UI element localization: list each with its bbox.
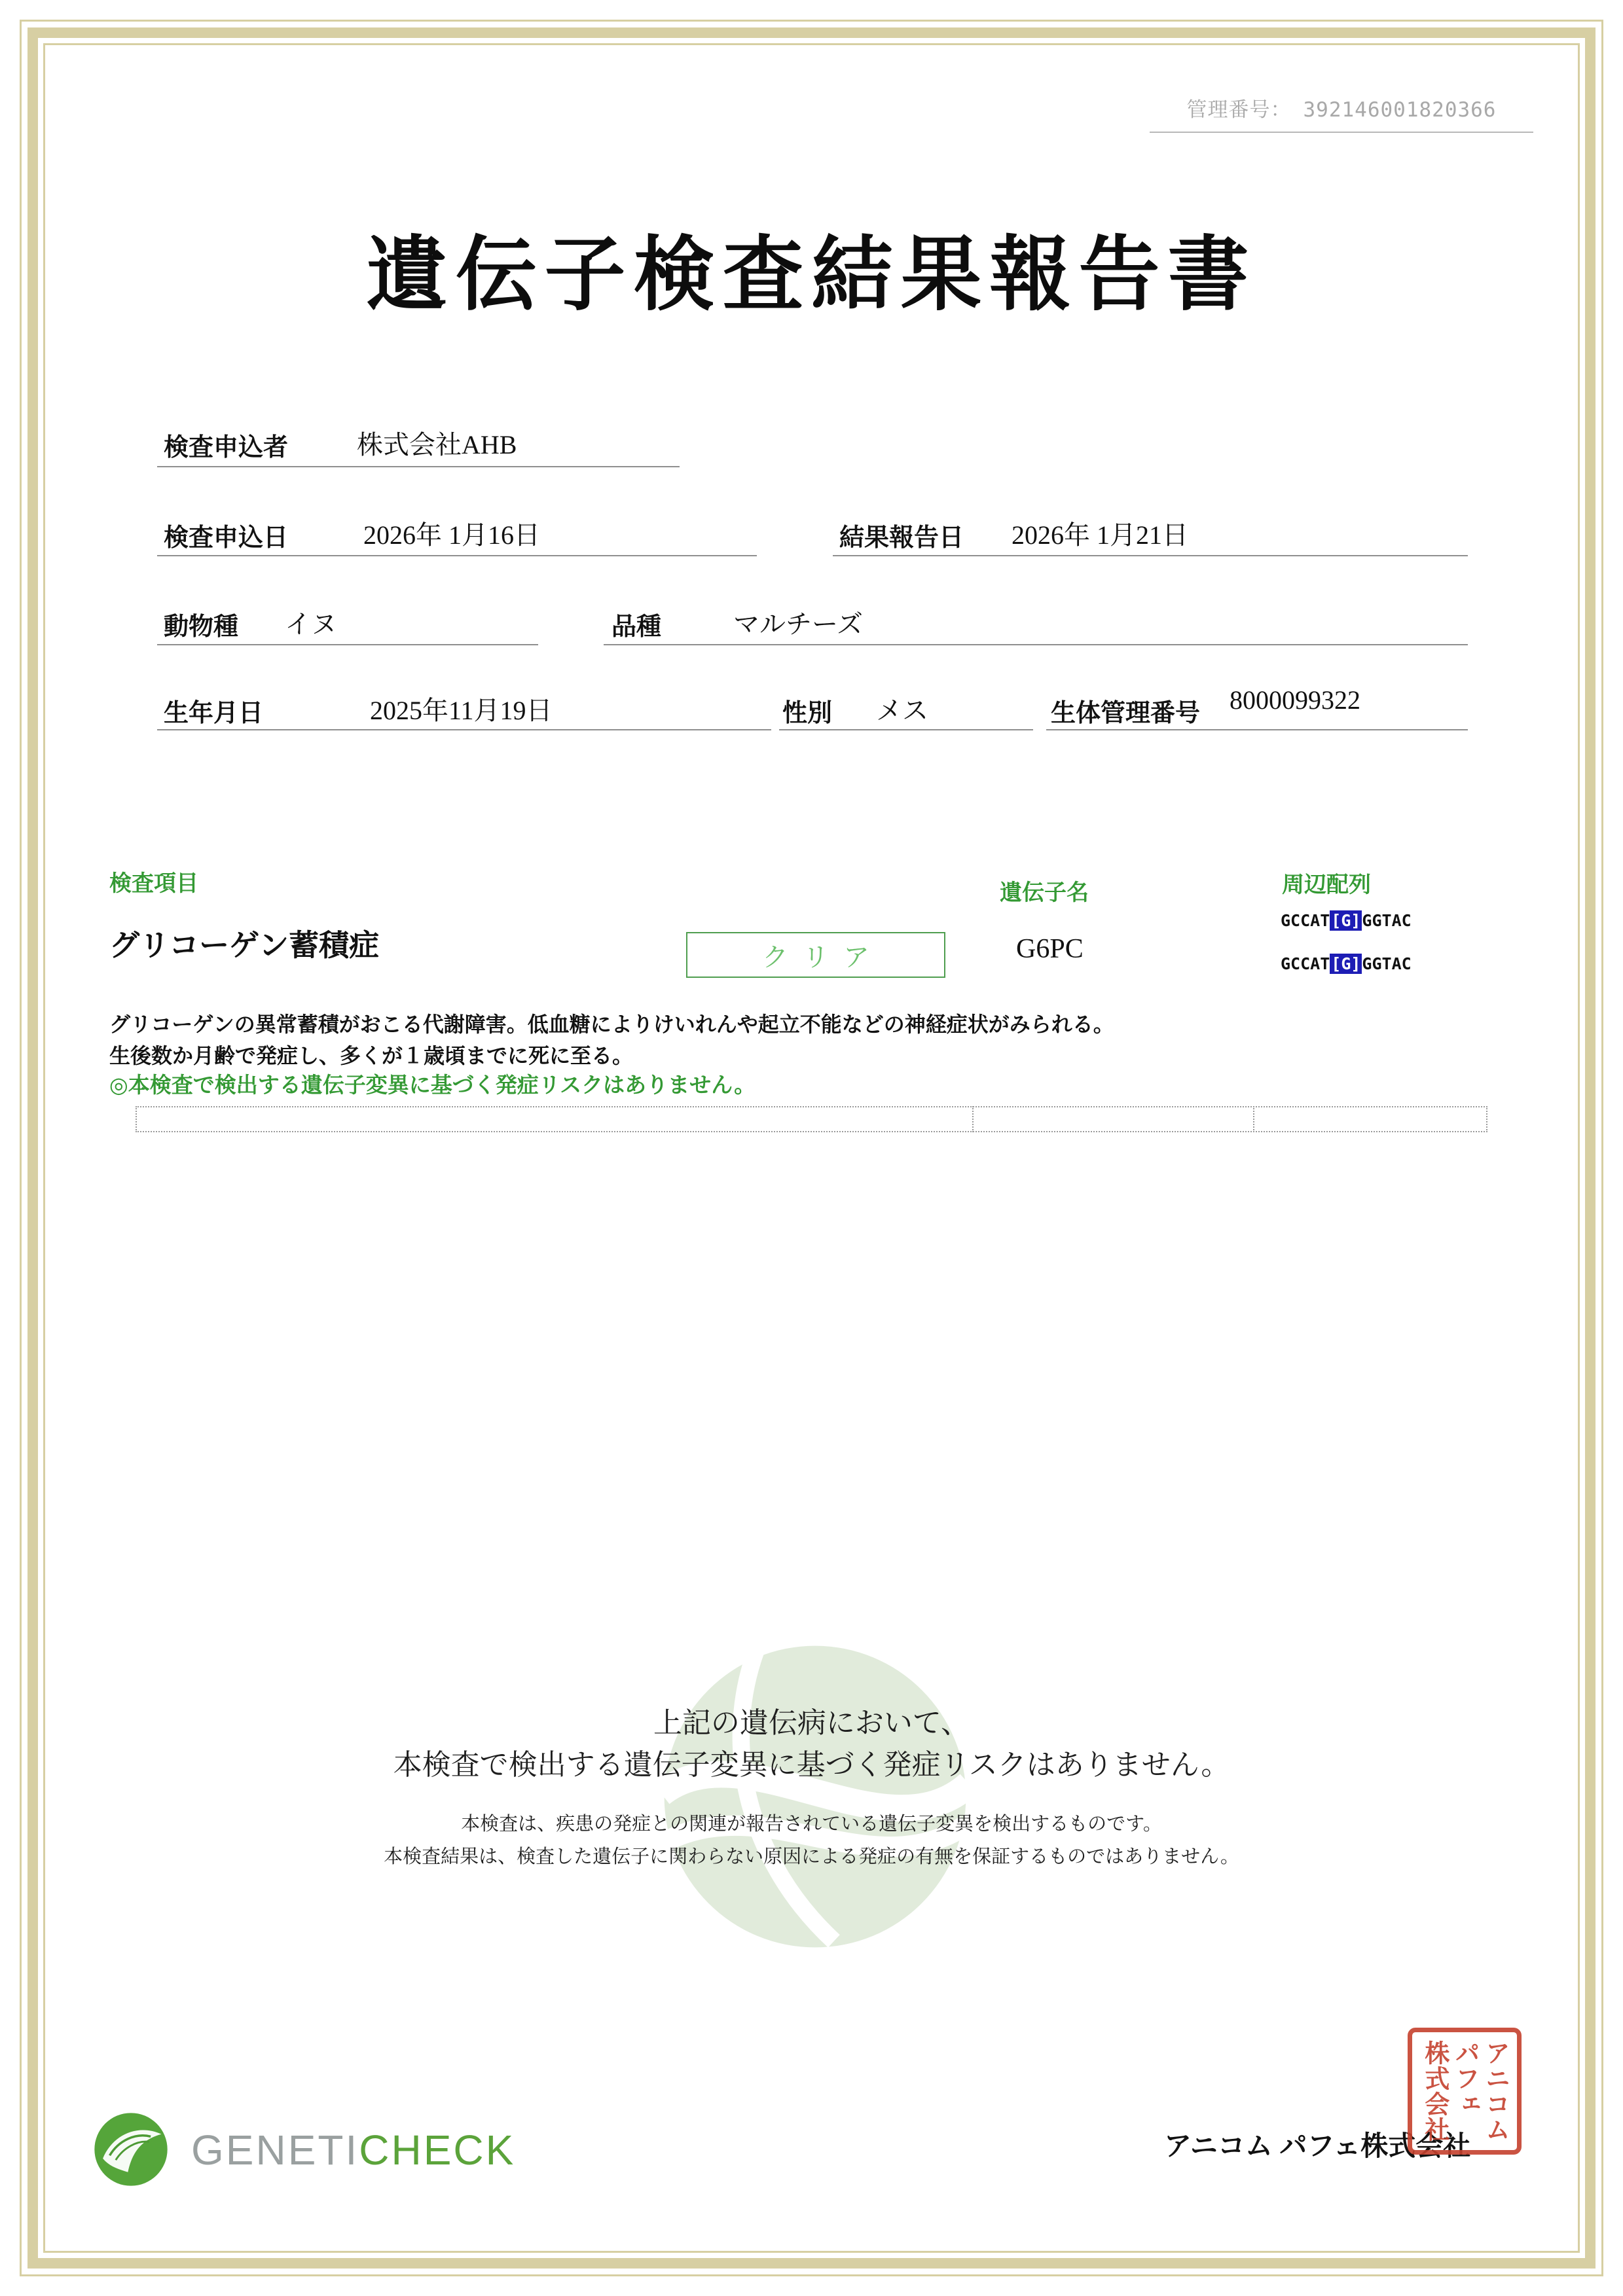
- sequence-1-suffix: GGTAC: [1362, 911, 1412, 930]
- animal-id-underline: [1046, 729, 1468, 730]
- gene-name-value: G6PC: [1016, 934, 1084, 964]
- logo-text-geneti: GENETI: [191, 2126, 359, 2174]
- management-number-row: [1150, 93, 1533, 133]
- company-name: アニコム パフェ株式会社: [1164, 2132, 1471, 2162]
- summary-note2: 本検査結果は、検査した遺伝子に関わらない原因による発症の有無を保証するものではありません。: [384, 1846, 1239, 1867]
- birth-value: 2025年11月19日: [370, 696, 553, 725]
- breed-value: マルチーズ: [733, 609, 863, 639]
- watermark-globe-icon: [658, 1640, 972, 1954]
- sequence-header: 周辺配列: [1282, 873, 1371, 897]
- empty-row-divider-2: [1253, 1106, 1254, 1132]
- species-value: イヌ: [285, 609, 337, 639]
- empty-row-divider-1: [972, 1106, 974, 1132]
- report-date-value: 2026年 1月21日: [1012, 520, 1188, 550]
- sequence-2-prefix: GCCAT: [1281, 954, 1330, 973]
- animal-id-value: 8000099322: [1230, 685, 1360, 715]
- sequence-row-2: [1281, 954, 1412, 973]
- stamp-column-3: 株式会社: [1420, 2040, 1448, 2142]
- report-date-underline: [833, 555, 1468, 556]
- company-seal-stamp: [1408, 2028, 1522, 2155]
- sequence-2-suffix: GGTAC: [1362, 954, 1412, 973]
- geneticheck-logo-icon: [93, 2111, 169, 2191]
- sequence-1-prefix: GCCAT: [1281, 911, 1330, 930]
- applicant-underline: [157, 466, 680, 467]
- page-title: 遺伝子検査結果報告書: [366, 230, 1257, 320]
- applicant-value: 株式会社AHB: [357, 430, 517, 459]
- stamp-column-1: アニコム: [1481, 2040, 1509, 2142]
- animal-id-label: 生体管理番号: [1051, 700, 1201, 727]
- empty-result-row: [136, 1106, 1487, 1132]
- stamp-column-2: パフェ: [1451, 2040, 1479, 2117]
- sequence-row-1: [1281, 911, 1412, 930]
- report-date-label: 結果報告日: [839, 524, 964, 552]
- apply-date-value: 2026年 1月16日: [363, 520, 540, 550]
- sequence-2-variant: [G]: [1331, 954, 1361, 973]
- birth-underline: [157, 729, 771, 730]
- risk-note: ◎本検査で検出する遺伝子変異に基づく発症リスクはありません。: [109, 1074, 756, 1098]
- management-number-value: 392146001820366: [1303, 98, 1497, 122]
- sex-underline: [779, 729, 1033, 730]
- watermark: [658, 1640, 972, 1957]
- result-clear-badge: クリア: [686, 932, 945, 978]
- summary-line1: 上記の遺伝病において、: [653, 1707, 970, 1739]
- geneticheck-logo-text: [191, 2126, 515, 2174]
- breed-label: 品種: [611, 613, 662, 641]
- gene-name-header: 遺伝子名: [1000, 881, 1089, 905]
- sex-label: 性別: [782, 700, 833, 727]
- summary-note1: 本検査は、疾患の発症との関連が報告されている遺伝子変異を検出するものです。: [461, 1814, 1162, 1835]
- birth-label: 生年月日: [164, 700, 264, 727]
- disease-description-line2: 生後数か月齢で発症し、多くが１歳頃までに死に至る。: [109, 1044, 634, 1067]
- apply-date-underline: [157, 555, 757, 556]
- breed-underline: [604, 644, 1468, 645]
- test-item-name: グリコーゲン蓄積症: [109, 929, 380, 962]
- disease-description-line1: グリコーゲンの異常蓄積がおこる代謝障害。低血糖によりけいれんや起立不能などの神経症状がみられる。: [109, 1013, 1114, 1036]
- management-number-label: 管理番号：: [1186, 98, 1292, 121]
- sex-value: メス: [876, 696, 928, 725]
- stamp-text: [1419, 2040, 1510, 2142]
- logo-text-check: CHECK: [359, 2126, 516, 2174]
- apply-date-label: 検査申込日: [164, 524, 289, 552]
- sequence-1-variant: [G]: [1331, 911, 1361, 930]
- summary-line2: 本検査で検出する遺伝子変異に基づく発症リスクはありません。: [393, 1749, 1230, 1781]
- applicant-label: 検査申込者: [164, 434, 289, 461]
- species-underline: [157, 644, 538, 645]
- species-label: 動物種: [164, 613, 239, 641]
- test-item-header: 検査項目: [109, 872, 198, 896]
